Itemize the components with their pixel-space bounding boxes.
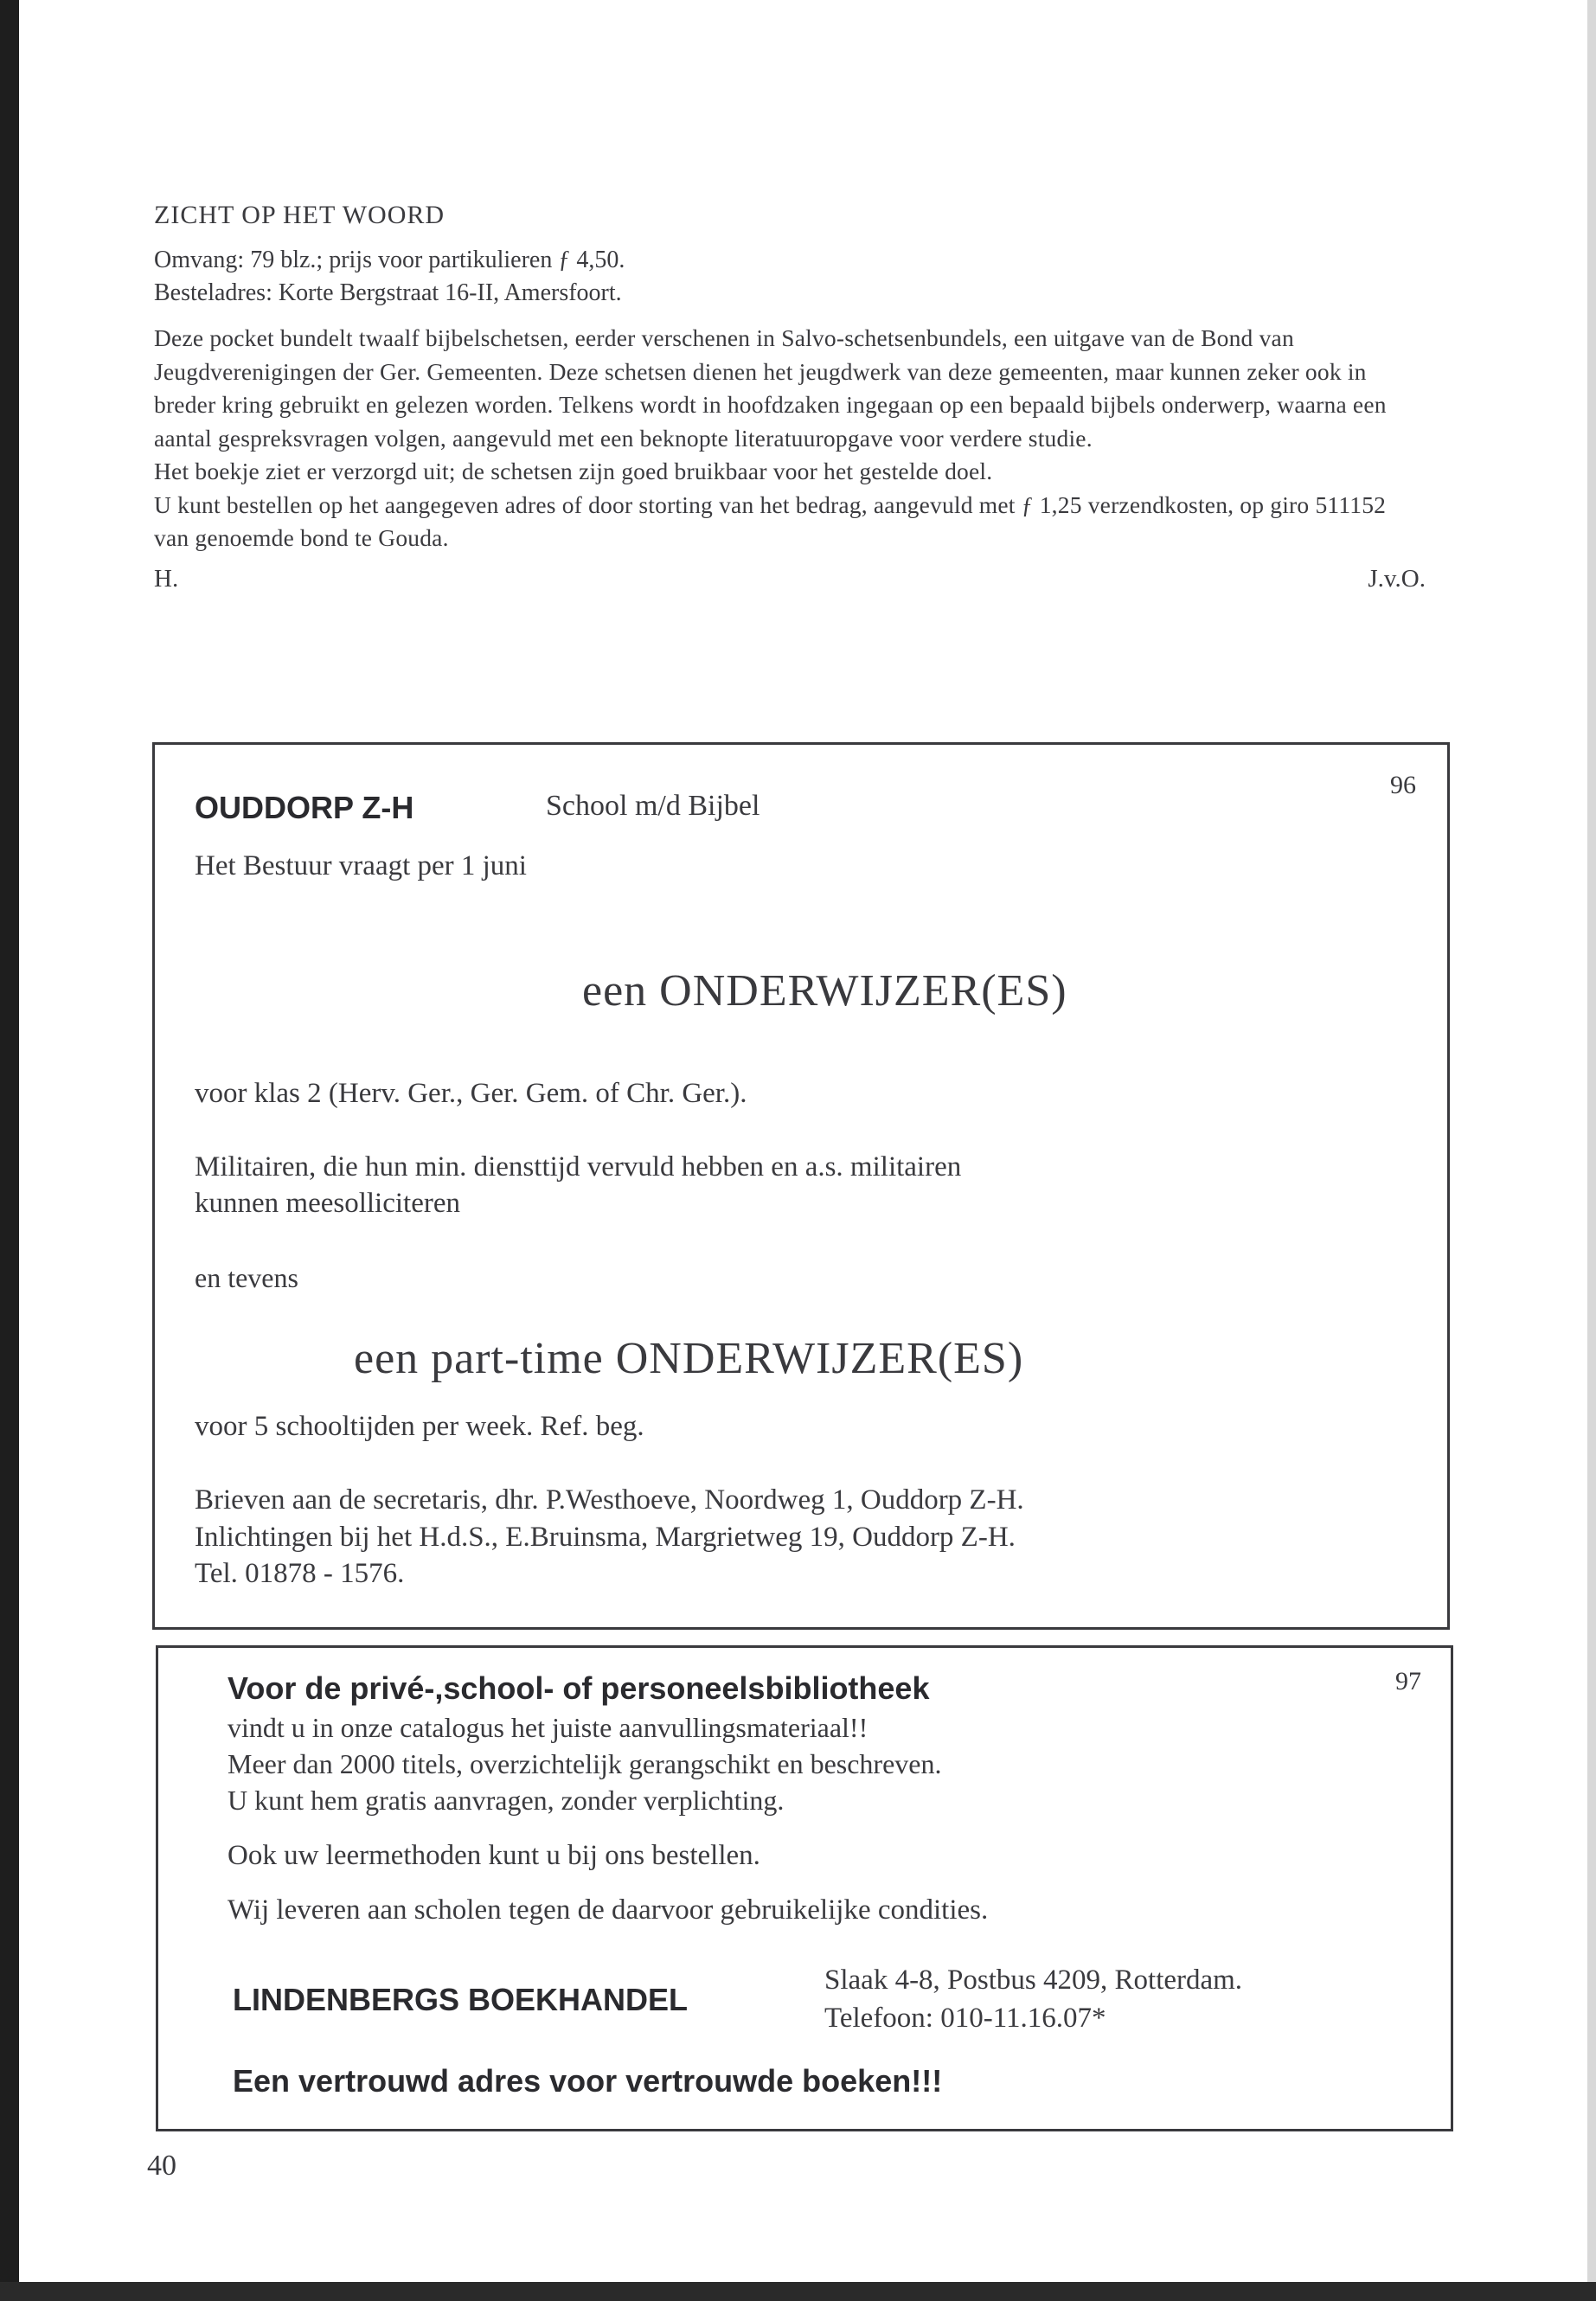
- ad-contact-line: Tel. 01878 - 1576.: [195, 1558, 405, 1589]
- ad-heading: Voor de privé-,school- of personeelsbibliotheek: [228, 1670, 930, 1706]
- ad-class-info: voor klas 2 (Herv. Ger., Ger. Gem. of Chr. Ger.).: [195, 1078, 747, 1109]
- scan-edge-bottom: [0, 2282, 1596, 2301]
- ad-number: 97: [1395, 1667, 1421, 1695]
- ad-contact-line: Inlichtingen bij het H.d.S., E.Bruinsma, Margrietweg 19, Ouddorp Z-H.: [195, 1522, 1016, 1553]
- ad-intro: Het Bestuur vraagt per 1 juni: [195, 850, 527, 881]
- review-signature: [154, 562, 1426, 597]
- ad-position-heading: een ONDERWIJZER(ES): [582, 966, 1067, 1016]
- shop-name: LINDENBERGS BOEKHANDEL: [233, 1982, 689, 2017]
- ad-position-heading: een part-time ONDERWIJZER(ES): [354, 1334, 1024, 1383]
- ad-slogan: Een vertrouwd adres voor vertrouwde boeken!!!: [233, 2063, 943, 2099]
- ad-also: en tevens: [195, 1262, 298, 1293]
- ad-military-line: Militairen, die hun min. diensttijd vervuld hebben en a.s. militairen: [195, 1151, 962, 1183]
- review-meta-line: Omvang: 79 blz.; prijs voor partikulieren ƒ 4,50.: [154, 247, 625, 273]
- ad-hours: voor 5 schooltijden per week. Ref. beg.: [195, 1411, 644, 1442]
- ad-methods: Ook uw leermethoden kunt u bij ons bestellen.: [228, 1840, 760, 1871]
- job-advertisement: [152, 742, 1450, 1630]
- review-meta-line: Besteladres: Korte Bergstraat 16-II, Amersfoort.: [154, 279, 622, 306]
- review-title: ZICHT OP HET WOORD: [154, 201, 445, 229]
- ad-line: U kunt hem gratis aanvragen, zonder verplichting.: [228, 1785, 785, 1816]
- signature-right: J.v.O.: [1368, 564, 1426, 593]
- signature-left: H.: [154, 564, 179, 593]
- review-body: [154, 322, 1426, 555]
- review-meta: [154, 244, 1426, 310]
- book-review: [154, 199, 1426, 597]
- ad-line: vindt u in onze catalogus het juiste aanvullingsmateriaal!!: [228, 1712, 869, 1743]
- ad-place: OUDDORP Z-H: [195, 790, 414, 825]
- review-paragraph: U kunt bestellen op het aangegeven adres of door storting van het bedrag, aangevuld met ƒ 1,25 verzendkosten, op giro 511152 van genoemde bond te Gouda.: [154, 490, 1387, 551]
- bookshop-advertisement: [156, 1645, 1453, 2131]
- ad-schools: Wij leveren aan scholen tegen de daarvoor gebruikelijke condities.: [228, 1894, 989, 1926]
- scan-edge-left: [0, 0, 19, 2301]
- scan-edge-right: [1587, 0, 1596, 2301]
- ad-contact-line: Brieven aan de secretaris, dhr. P.Westhoeve, Noordweg 1, Ouddorp Z-H.: [195, 1484, 1024, 1516]
- ad-military-line: kunnen meesolliciteren: [195, 1188, 460, 1219]
- shop-phone: Telefoon: 010-11.16.07*: [824, 2003, 1106, 2034]
- ad-line: Meer dan 2000 titels, overzichtelijk gerangschikt en beschreven.: [228, 1748, 942, 1779]
- review-paragraph: Het boekje ziet er verzorgd uit; de schetsen zijn goed bruikbaar voor het gestelde doel.: [154, 458, 993, 484]
- page-number: 40: [147, 2150, 176, 2182]
- review-paragraph: Deze pocket bundelt twaalf bijbelschetsen, eerder verschenen in Salvo-schetsenbundels, een uitgave van de Bond van Jeugdverenigingen der Ger. Gemeenten. Deze schetsen dienen het jeugdwerk van deze gemeenten, maar kunnen zeker ook in breder kring gebruikt en gelezen worden. Telkens wordt in hoofdzaken ingegaan op een bepaald bijbels onderwerp, waarna een aantal gespreksvragen volgen, aangevuld met een beknopte literatuuropgave voor verdere studie.: [154, 324, 1387, 452]
- shop-address: Slaak 4-8, Postbus 4209, Rotterdam.: [824, 1965, 1243, 1996]
- ad-number: 96: [1390, 771, 1416, 799]
- ad-school: School m/d Bijbel: [546, 790, 760, 822]
